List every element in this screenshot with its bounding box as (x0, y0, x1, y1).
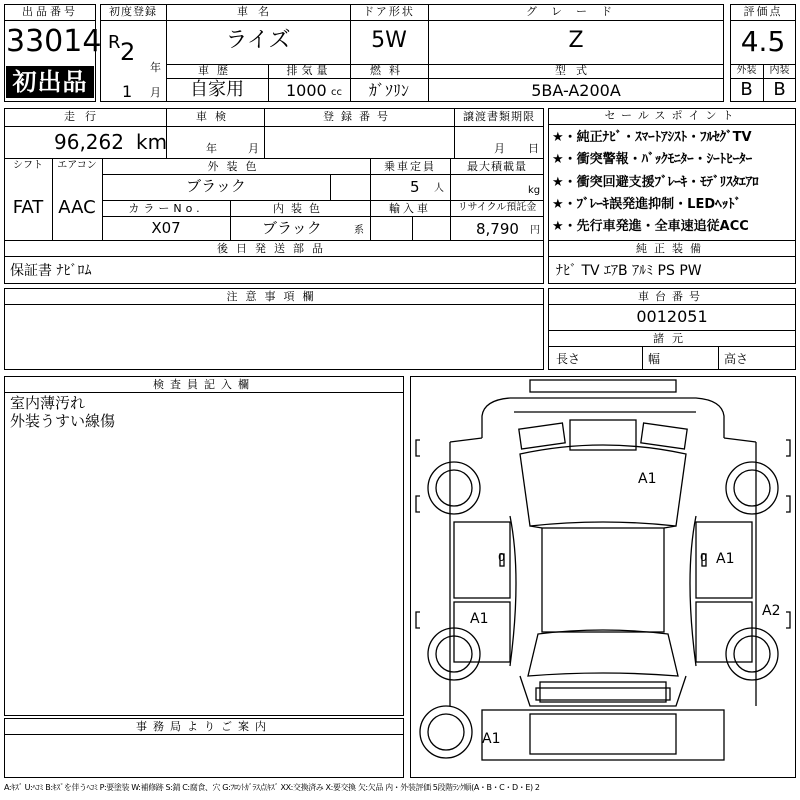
mileage-label: 走行 (64, 110, 106, 123)
legend: A:ｷｽﾞ U:ﾍｺﾐ B:ｷｽﾞを伴うﾍｺﾐ P:要塗装 W:補修跡 S:錆 C:腐食、穴 G:ﾌﾛﾝﾄｶﾞﾗｽ点ｷｽﾞ XX:交換済み X:要交換 欠:欠品 内・外装評価 5段階ﾗﾝｸ順(A・B・C・D・E) 2 (4, 783, 540, 792)
width-label: 幅 (648, 352, 661, 366)
car-name-label: 車名 (237, 5, 279, 18)
capacity: 5 (410, 178, 420, 196)
ext-color: ブラック (186, 177, 246, 195)
damage-mark-rear-bumper: A1 (482, 731, 501, 747)
ac: AAC (58, 197, 96, 218)
capacity-unit: 人 (434, 183, 444, 194)
first-reg-year: 2 (120, 38, 136, 66)
grade: Z (568, 28, 584, 53)
car-name: ライズ (225, 28, 291, 53)
max-load-label: 最大積載量 (467, 160, 527, 173)
first-listing-badge: 初出品 (6, 66, 94, 98)
inspection-label: 車検 (196, 110, 234, 123)
door-label: ドア形状 (363, 5, 415, 18)
chassis-number: 0012051 (636, 307, 708, 326)
first-reg-label: 初度登録 (109, 5, 157, 18)
insp-year-unit: 年 (206, 142, 217, 155)
year-unit: 年 (150, 61, 161, 74)
sales-point-item: ★・先行車発進・全車速追従ACC (552, 219, 749, 234)
int-color-suffix: 系 (354, 225, 364, 236)
max-load-unit: kg (528, 185, 541, 196)
mileage: 96,262 (54, 130, 124, 154)
sales-point-item: ★・純正ﾅﾋﾞ・ｽﾏｰﾄｱｼｽﾄ・ﾌﾙｾｸﾞTV (552, 130, 752, 145)
score-label: 評価点 (743, 5, 783, 18)
color-no: X07 (151, 219, 181, 237)
int-color: ブラック (262, 219, 322, 237)
era-label: R (108, 32, 121, 53)
color-no-label: カラーNo. (128, 202, 204, 215)
equipment-label: 純正装備 (636, 242, 708, 255)
inspector-label: 検査員記入欄 (153, 378, 255, 391)
recycle-label: リサイクル預託金 (457, 202, 537, 213)
import-label: 輸入車 (389, 202, 431, 215)
ext-color-label: 外装色 (207, 160, 265, 173)
transfer-month-unit: 月 (494, 142, 505, 155)
later-parts-label: 後日発送部品 (217, 242, 331, 255)
int-color-label: 内装色 (273, 202, 327, 215)
first-reg-month: 1 (122, 82, 133, 101)
later-parts: 保証書 ﾅﾋﾞﾛﾑ (10, 263, 92, 279)
transfer-label: 譲渡書類期限 (463, 110, 535, 123)
damage-mark-right-rear: A2 (762, 603, 781, 619)
capacity-label: 乗車定員 (384, 160, 436, 173)
length-label: 長さ (556, 352, 581, 366)
inspector-note: 外装うすい線傷 (10, 412, 116, 430)
month-unit: 月 (150, 86, 161, 99)
side-zero-left: 0 (498, 551, 505, 564)
model-label: 型式 (555, 64, 597, 77)
damage-mark-right-door: A1 (716, 551, 735, 567)
sales-point-item: ★・ﾌﾞﾚｰｷ誤発進抑制・LEDﾍｯﾄﾞ (552, 197, 742, 212)
ext-grade: B (740, 79, 753, 100)
int-grade-label: 内装 (769, 65, 790, 76)
fuel-label: 燃料 (370, 64, 408, 77)
lot-number: 33014 (6, 24, 102, 59)
office-label: 事務局よりご案内 (136, 720, 272, 733)
sales-point-item: ★・衝突回避支援ﾌﾞﾚｰｷ・ﾓﾃﾞﾘｽﾀｴｱﾛ (552, 175, 759, 190)
shift-label: シフト (13, 160, 43, 171)
shift: FAT (12, 197, 44, 218)
ext-grade-label: 外装 (736, 65, 757, 76)
fuel: ｶﾞｿﾘﾝ (368, 81, 409, 100)
displacement: 1000 (286, 81, 327, 100)
int-grade: B (773, 79, 786, 100)
recycle: 8,790 (476, 220, 519, 238)
sales-points-label: セールスポイント (604, 109, 740, 122)
lot-label: 出品番号 (22, 5, 78, 18)
damage-mark-left-rear: A1 (470, 611, 489, 627)
damage-mark-roof: A1 (638, 471, 657, 487)
transfer-day-unit: 日 (528, 142, 539, 155)
reg-no-label: 登録番号 (323, 110, 395, 123)
displacement-unit: cc (331, 87, 342, 98)
model-code: 5BA-A200A (531, 81, 621, 100)
dimensions-label: 諸元 (653, 332, 691, 345)
inspector-note: 室内薄汚れ (10, 394, 86, 412)
history: 自家用 (190, 79, 244, 100)
mileage-unit: km (136, 130, 168, 154)
history-label: 車歴 (198, 64, 236, 77)
side-zero-right: 0 (700, 551, 707, 564)
chassis-label: 車台番号 (638, 290, 706, 303)
sales-point-item: ★・衝突警報・ﾊﾞｯｸﾓﾆﾀｰ・ｼｰﾄﾋｰﾀｰ (552, 152, 753, 167)
ac-label: エアコン (57, 160, 97, 171)
score: 4.5 (740, 25, 786, 58)
vehicle-diagram (410, 376, 796, 778)
height-label: 高さ (724, 352, 749, 366)
recycle-unit: 円 (530, 225, 540, 236)
equipment: ﾅﾋﾞ TV ｴｱB ｱﾙﾐ PS PW (556, 263, 702, 279)
grade-label: グレード (526, 5, 626, 18)
notes-label: 注意事項欄 (226, 290, 322, 303)
displacement-label: 排気量 (286, 64, 332, 77)
insp-month-unit: 月 (248, 142, 259, 155)
door-type: 5W (371, 28, 407, 53)
